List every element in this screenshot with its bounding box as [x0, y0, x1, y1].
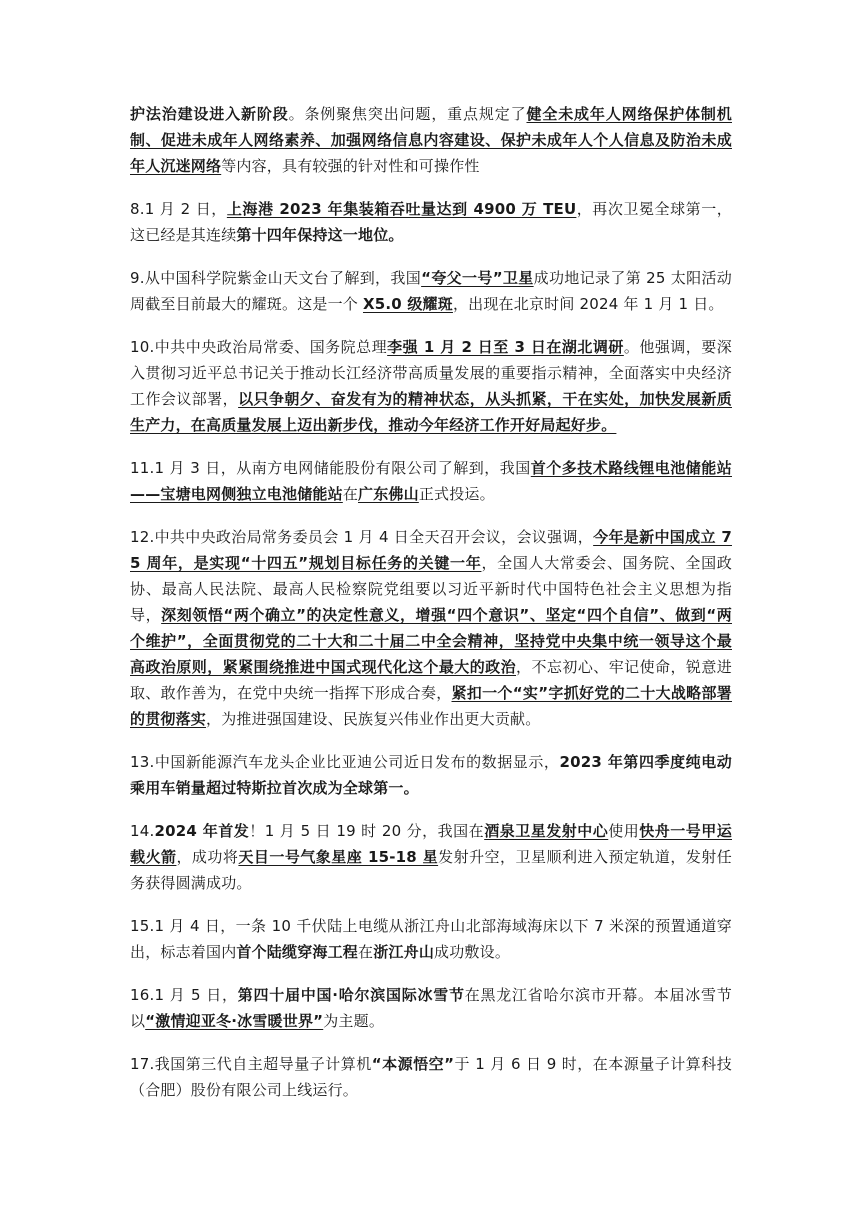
text-run: 为主题。: [323, 1012, 385, 1030]
bold-underlined-text-run: 快舟一号甲运载火箭: [130, 822, 732, 866]
text-run: 在: [358, 943, 374, 961]
text-run: ，为推进强国建设、民族复兴伟业作出更大贡献。: [206, 710, 541, 728]
bold-text-run: 第十四年保持这一地位。: [236, 226, 404, 244]
text-run: 16.1 月 5 日，: [130, 986, 238, 1004]
bold-underlined-text-run: 酒泉卫星发射中心: [484, 822, 609, 840]
bold-underlined-text-run: 健全未成年人网络保护体制机制、促进未成年人网络素养、加强网络信息内容建设、保护未成年人个人信息及防治未成年人沉迷网络: [130, 105, 732, 175]
bold-text-run: 2023 年第四季度纯电动乘用车销量超过特斯拉首次成为全球第一。: [130, 753, 732, 797]
text-run: 14.: [130, 822, 155, 840]
text-run: ，出现在北京时间 2024 年 1 月 1 日。: [452, 295, 724, 313]
text-run: 8.1 月 2 日，: [130, 200, 227, 218]
bold-underlined-text-run: X5.0 级耀斑: [362, 295, 453, 313]
bold-underlined-text-run: 深刻领悟“两个确立”的决定性意义，增强“四个意识”、坚定“四个自信”、做到“两个维护”，全面贯彻党的二十大和二十届二中全会精神，坚持党中央集中统一领导这个最高政治原则，紧紧围绕推进中国式现代化这个最大的政治: [130, 606, 732, 676]
bold-underlined-text-run: 紧扣一个“实”字抓好党的二十大战略部署的贯彻落实: [130, 684, 732, 728]
text-run: 正式投运。: [418, 485, 495, 503]
bold-underlined-text-run: 李强 1 月 2 日至 3 日在湖北调研: [387, 338, 624, 356]
bold-underlined-text-run: 以只争朝夕、奋发有为的精神状态，从头抓紧，干在实处，加快发展新质生产力，在高质量发展上迈出新步伐，推动今年经济工作开好局起好步。: [130, 390, 732, 434]
bold-underlined-text-run: 广东佛山: [358, 485, 419, 503]
news-paragraph: [130, 749, 732, 801]
news-paragraph: [130, 524, 732, 732]
bold-text-run: “本源悟空”: [371, 1055, 455, 1073]
text-run: ，不忘初心、牢记使命，锐意进取、敢作善为，在党中央统一指挥下形成合奏，: [130, 658, 732, 702]
news-paragraph: [130, 913, 732, 965]
bold-underlined-text-run: “夸父一号”卫星: [421, 269, 534, 287]
news-paragraph: [130, 818, 732, 896]
text-run: 9.从中国科学院紫金山天文台了解到，我国: [130, 269, 422, 287]
news-paragraph: [130, 1051, 732, 1103]
text-run: ，全国人大常委会、国务院、全国政协、最高人民法院、最高人民检察院党组要以习近平新时代中国特色社会主义思想为指导，: [130, 554, 733, 624]
bold-text-run: 浙江舟山: [373, 943, 435, 961]
bold-underlined-text-run: 上海港 2023 年集装箱吞吐量达到 4900 万 TEU: [226, 200, 577, 218]
text-run: 。条例聚焦突出问题，重点规定了: [288, 105, 527, 123]
news-paragraph: [130, 982, 732, 1034]
text-run: ！1 月 5 日 19 时 20 分，我国在: [249, 822, 485, 840]
bold-text-run: 首个陆缆穿海工程: [236, 943, 359, 961]
text-run: 成功敷设。: [434, 943, 511, 961]
text-run: 发射升空，卫星顺利进入预定轨道，发射任务获得圆满成功。: [130, 848, 732, 892]
text-run: 15.1 月 4 日，一条 10 千伏陆上电缆从浙江舟山北部海域海床以下 7 米深的预置通道穿出，标志着国内: [130, 917, 732, 961]
news-paragraph: [130, 334, 732, 438]
text-run: 等内容，具有较强的针对性和可操作性: [221, 157, 480, 175]
text-run: 17.我国第三代自主超导量子计算机: [130, 1055, 372, 1073]
bold-text-run: 2024 年首发: [154, 822, 250, 840]
text-run: 10.中共中央政治局常委、国务院总理: [130, 338, 388, 356]
text-run: 于 1 月 6 日 9 时，在本源量子计算科技（合肥）股份有限公司上线运行。: [130, 1055, 732, 1099]
text-run: ，再次卫冕全球第一，这已经是其连续: [130, 200, 732, 244]
document-body: [130, 101, 732, 1120]
text-run: 13.中国新能源汽车龙头企业比亚迪公司近日发布的数据显示，: [130, 753, 560, 771]
text-run: 使用: [608, 822, 640, 840]
bold-underlined-text-run: “激情迎亚冬·冰雪暖世界”: [145, 1012, 324, 1030]
text-run: 。他强调，要深入贯彻习近平总书记关于推动长江经济带高质量发展的重要指示精神，全面落实中央经济工作会议部署，: [130, 338, 732, 408]
text-run: 12.中共中央政治局常务委员会 1 月 4 日全天召开会议，会议强调，: [130, 528, 594, 546]
bold-underlined-text-run: 今年是新中国成立 75 周年，是实现“十四五”规划目标任务的关键一年: [130, 528, 732, 572]
bold-text-run: 护法治建设进入新阶段: [130, 105, 289, 123]
news-paragraph: [130, 455, 732, 507]
news-paragraph: [130, 196, 732, 248]
bold-text-run: 第四十届中国·哈尔滨国际冰雪节: [237, 986, 465, 1004]
news-paragraph: [130, 101, 732, 179]
text-run: 在: [342, 485, 359, 503]
text-run: 11.1 月 3 日，从南方电网储能股份有限公司了解到，我国: [130, 459, 531, 477]
text-run: 成功地记录了第 25 太阳活动周截至目前最大的耀斑。这是一个: [130, 269, 732, 313]
bold-underlined-text-run: 首个多技术路线锂电池储能站——宝塘电网侧独立电池储能站: [130, 459, 732, 503]
bold-underlined-text-run: 天目一号气象星座 15-18 星: [238, 848, 439, 866]
news-paragraph: [130, 265, 732, 317]
text-run: ，成功将: [176, 848, 239, 866]
text-run: 在黑龙江省哈尔滨市开幕。本届冰雪节以: [130, 986, 733, 1030]
